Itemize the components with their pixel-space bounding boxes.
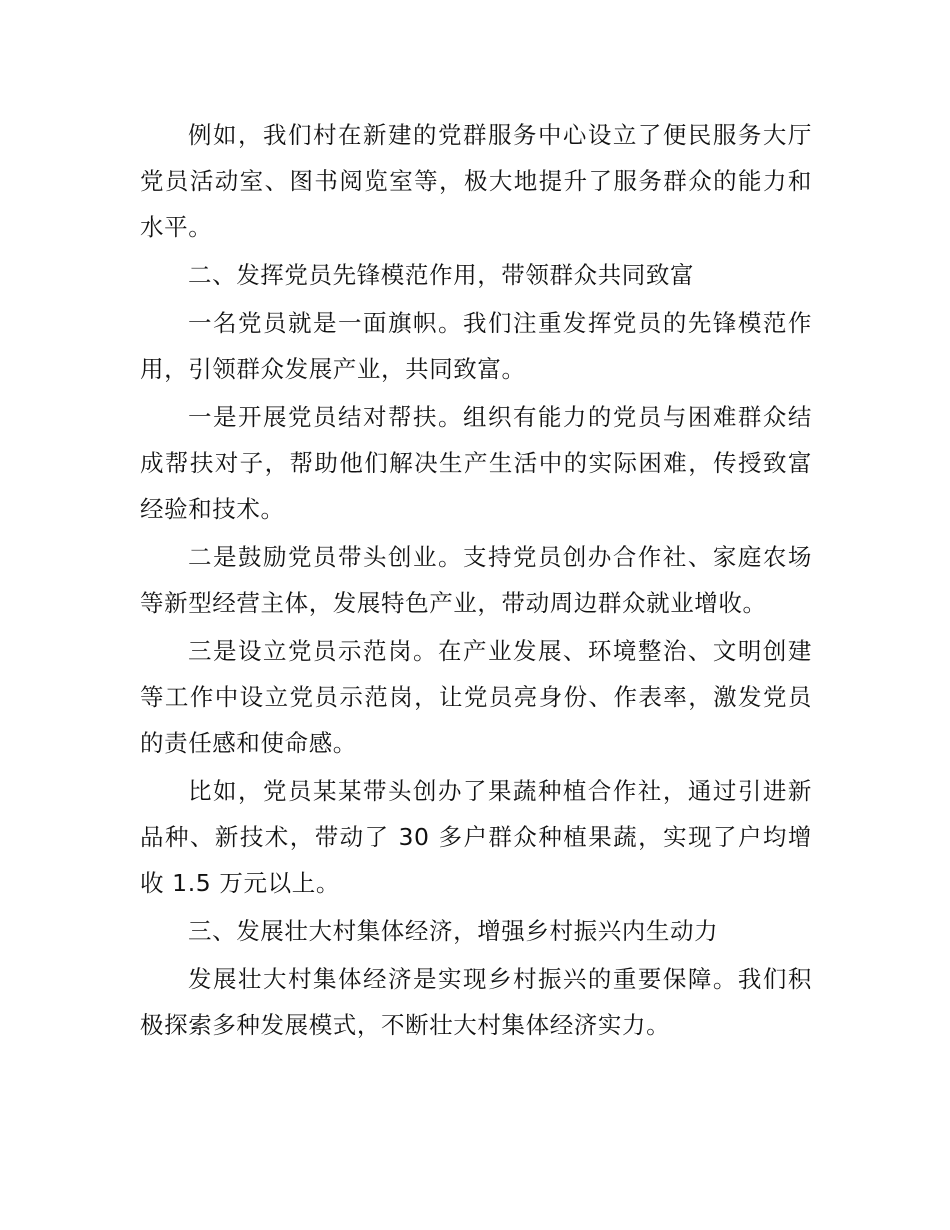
paragraph-party-member-banner: 一名党员就是一面旗帜。我们注重发挥党员的先锋模范作用，引领群众发展产业，共同致富。: [140, 309, 812, 383]
section-heading-3: 三、发展壮大村集体经济，增强乡村振兴内生动力: [188, 917, 719, 945]
section-heading-2: 二、发挥党员先锋模范作用，带领群众共同致富: [188, 261, 695, 289]
paragraph-paired-assistance: 一是开展党员结对帮扶。组织有能力的党员与困难群众结成帮扶对子，帮助他们解决生产生活中的实际困难，传授致富经验和技术。: [140, 403, 812, 523]
paragraph-cooperative-example: 比如，党员某某带头创办了果蔬种植合作社，通过引进新品种、新技术，带动了 30 多户群众种植果蔬，实现了户均增收 1.5 万元以上。: [140, 777, 812, 897]
paragraph-example-service-center: 例如，我们村在新建的党群服务中心设立了便民服务大厅党员活动室、图书阅览室等，极大地提升了服务群众的能力和水平。: [140, 121, 812, 241]
paragraph-demonstration-posts: 三是设立党员示范岗。在产业发展、环境整治、文明创建等工作中设立党员示范岗，让党员亮身份、作表率，激发党员的责任感和使命感。: [140, 637, 812, 757]
paragraph-collective-economy: 发展壮大村集体经济是实现乡村振兴的重要保障。我们积极探索多种发展模式，不断壮大村集体经济实力。: [140, 965, 812, 1039]
paragraph-entrepreneurship: 二是鼓励党员带头创业。支持党员创办合作社、家庭农场等新型经营主体，发展特色产业，带动周边群众就业增收。: [140, 543, 812, 617]
document-body: [140, 112, 812, 1050]
